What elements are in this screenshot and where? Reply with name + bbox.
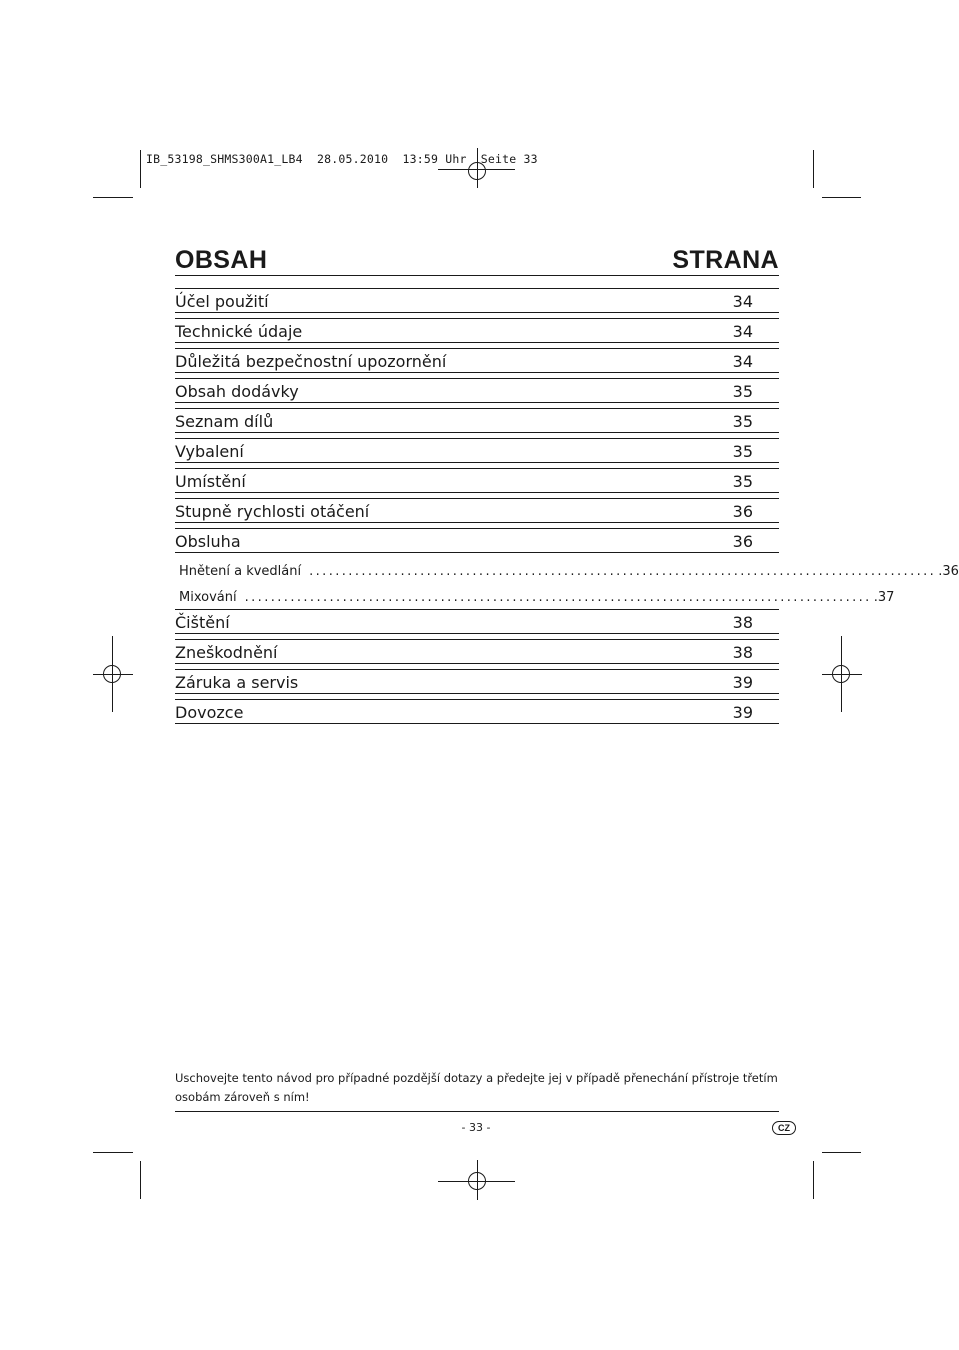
- toc-entry-label: Dovozce: [175, 703, 244, 722]
- toc-entry[interactable]: [175, 609, 779, 634]
- toc-entry-page: 34: [732, 322, 753, 341]
- toc-entry[interactable]: [175, 639, 779, 664]
- toc-entry-page: 38: [732, 643, 753, 662]
- page-number: - 33 -: [461, 1121, 491, 1134]
- toc-entry-label: Obsluha: [175, 532, 241, 551]
- dot-leader: ................................................................................................: [244, 590, 872, 605]
- toc-entry-page: 38: [732, 613, 753, 632]
- toc-page-column-title: STRANA: [672, 246, 779, 274]
- table-of-contents: [175, 243, 959, 724]
- print-slug: IB_53198_SHMS300A1_LB4 28.05.2010 13:59 Uhr Seite 33: [146, 152, 538, 166]
- toc-entry-label: Čištění: [175, 613, 230, 632]
- crop-mark-bottom-right-v: [813, 1161, 814, 1199]
- crop-mark-bottom-right-h: [822, 1152, 861, 1153]
- toc-title: OBSAH: [175, 246, 268, 274]
- toc-entry[interactable]: [175, 468, 779, 493]
- toc-entry[interactable]: [175, 498, 779, 523]
- toc-entry[interactable]: [175, 408, 779, 433]
- crop-mark-bottom-left-h: [93, 1152, 133, 1153]
- toc-entry-page: 36: [732, 532, 753, 551]
- toc-entry-label: Obsah dodávky: [175, 382, 299, 401]
- toc-entry-label: Zneškodnění: [175, 643, 278, 662]
- language-badge: CZ: [772, 1121, 796, 1135]
- toc-entry-label: Záruka a servis: [175, 673, 299, 692]
- toc-entry[interactable]: [175, 669, 779, 694]
- toc-entry[interactable]: [175, 288, 779, 313]
- toc-entry[interactable]: [175, 378, 779, 403]
- footer-divider: [175, 1111, 779, 1112]
- toc-entry-page: 36: [732, 502, 753, 521]
- toc-sub-entry-label: Mixování: [179, 590, 237, 605]
- crop-mark-top-left-h: [93, 197, 133, 198]
- dot-leader: ................................................................................................: [309, 564, 937, 579]
- toc-sub-entry[interactable]: [175, 553, 959, 579]
- crop-mark-top-right-v: [813, 150, 814, 188]
- toc-entry-page: 39: [732, 673, 753, 692]
- toc-sub-entry-page: .37: [873, 590, 895, 605]
- toc-entry-page: 34: [732, 292, 753, 311]
- toc-entry-label: Vybalení: [175, 442, 244, 461]
- toc-sub-entry[interactable]: [175, 579, 895, 605]
- toc-entry[interactable]: [175, 348, 779, 373]
- toc-sub-entry-page: .36: [938, 564, 959, 579]
- toc-entry-page: 39: [732, 703, 753, 722]
- crop-mark-bottom-left-v: [140, 1161, 141, 1199]
- toc-entry-label: Seznam dílů: [175, 412, 274, 431]
- toc-entry-label: Účel použití: [175, 292, 269, 311]
- crop-mark-top-left-v: [140, 150, 141, 188]
- toc-entry-label: Stupně rychlosti otáčení: [175, 502, 370, 521]
- toc-entry-page: 35: [732, 442, 753, 461]
- toc-entry[interactable]: [175, 318, 779, 343]
- footer-note: Uschovejte tento návod pro případné pozdější dotazy a předejte jej v případě přenechání přístroje třetím osobám zároveň s ním!: [175, 1071, 778, 1104]
- toc-entry[interactable]: [175, 699, 779, 724]
- toc-entry-page: 34: [732, 352, 753, 371]
- toc-entry-label: Důležitá bezpečnostní upozornění: [175, 352, 447, 371]
- crop-mark-top-right-h: [822, 197, 861, 198]
- toc-entry-page: 35: [732, 472, 753, 491]
- toc-entry-label: Umístění: [175, 472, 246, 491]
- toc-entry[interactable]: [175, 528, 779, 553]
- toc-entry[interactable]: [175, 438, 779, 463]
- toc-entry-label: Technické údaje: [175, 322, 303, 341]
- toc-sub-entry-label: Hnětení a kvedlání: [179, 564, 302, 579]
- toc-entry-page: 35: [732, 382, 753, 401]
- toc-header: [175, 243, 779, 276]
- toc-entry-page: 35: [732, 412, 753, 431]
